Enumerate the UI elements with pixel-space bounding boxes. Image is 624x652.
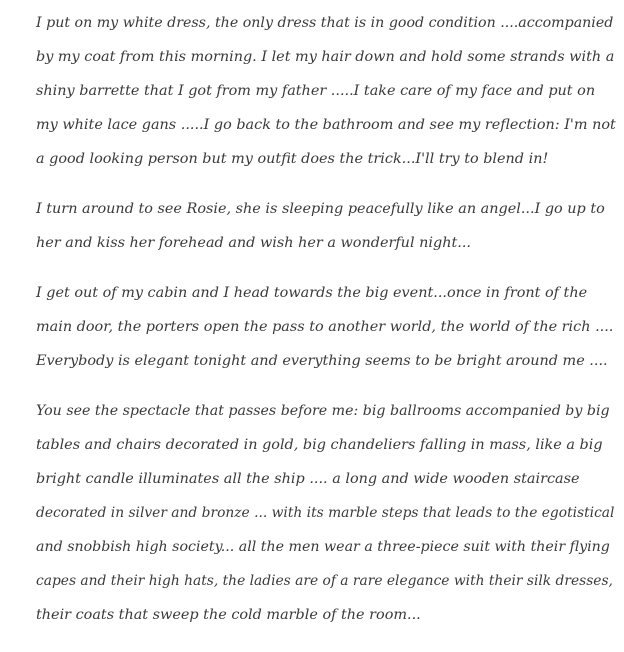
text-line: bright candle illuminates all the ship .... a long and wide wooden staircase [36, 471, 580, 487]
text-line: main door, the porters open the pass to another world, the world of the rich .... [36, 319, 614, 335]
text-line: by my coat from this morning. I let my hair down and hold some strands with a [36, 49, 615, 65]
text-line: their coats that sweep the cold marble of the room... [36, 607, 421, 623]
text-line: I put on my white dress, the only dress that is in good condition ....accompanied [36, 15, 614, 31]
text-line: a good looking person but my outfit does the trick...I'll try to blend in! [36, 151, 549, 167]
paragraph-spectacle [36, 394, 615, 632]
text-line: shiny barrette that I got from my father .....I take care of my face and put on [36, 83, 596, 99]
text-line: tables and chairs decorated in gold, big chandeliers falling in mass, like a big [36, 437, 603, 453]
paragraph-dress [36, 6, 616, 176]
text-line: You see the spectacle that passes before me: big ballrooms accompanied by big [36, 403, 610, 419]
text-line: Everybody is elegant tonight and everything seems to be bright around me .... [36, 353, 608, 369]
story-text [36, 6, 616, 648]
text-line: my white lace gans .....I go back to the bathroom and see my reflection: I'm not [36, 117, 616, 133]
text-line: capes and their high hats, the ladies are of a rare elegance with their silk dresses, [36, 573, 613, 589]
text-line: I turn around to see Rosie, she is sleeping peacefully like an angel...I go up to [36, 201, 605, 217]
paragraph-rosie [36, 192, 605, 260]
text-line: I get out of my cabin and I head towards the big event...once in front of the [36, 285, 588, 301]
text-line: her and kiss her forehead and wish her a wonderful night... [36, 235, 471, 251]
paragraph-cabin [36, 276, 614, 378]
text-line: and snobbish high society... all the men wear a three-piece suit with their flying [36, 539, 610, 555]
text-line: decorated in silver and bronze ... with its marble steps that leads to the egotistical [36, 505, 615, 521]
